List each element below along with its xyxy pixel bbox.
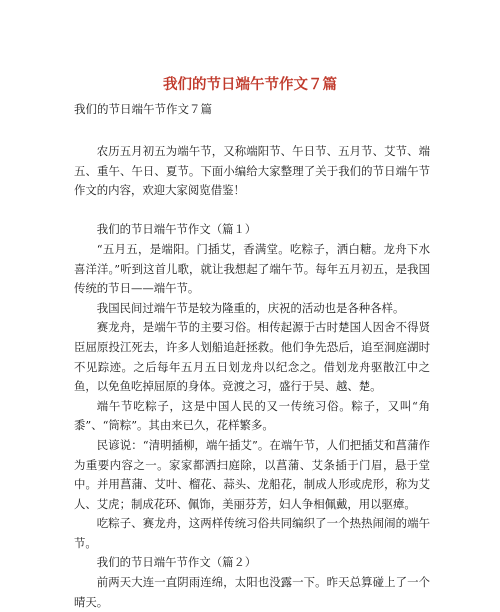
paragraph: 赛龙舟，是端午节的主要习俗。相传起源于古时楚国人因舍不得贤臣屈原投江死去，许多人划船追赶拯救。他们争先恐后，追至洞庭湖时不见踪迹。之后每年五月五日划龙舟以纪念之。借划龙舟驱散江中之鱼，以免鱼吃掉屈原的身体。竞渡之习，盛行于吴、越、楚。 xyxy=(74,320,430,394)
document-subtitle: 我们的节日端午节作文７篇 xyxy=(74,102,212,116)
paragraph: 前两天大连一直阴雨连绵，太阳也没露一下。昨天总算碰上了一个晴天。 xyxy=(74,575,430,609)
document-title: 我们的节日端午节作文７篇 xyxy=(163,77,337,93)
section-heading-2: 我们的节日端午节作文（篇２） xyxy=(96,555,257,570)
intro-paragraph: 农历五月初五为端午节，又称端阳节、午日节、五月节、艾节、端五、重午、午日、夏节。下面小编给大家整理了关于我们的节日端午节作文的内容，欢迎大家阅览借鉴！ xyxy=(74,144,430,198)
document-body xyxy=(74,142,430,612)
paragraph-gap xyxy=(74,201,430,221)
paragraph: 端午节吃粽子，这是中国人民的又一传统习俗。粽子，又叫“角黍”、“筒粽”。其由来已久，花样繁多。 xyxy=(74,398,430,433)
paragraph: 民谚说：“清明插柳，端午插艾”。在端午节，人们把插艾和菖蒲作为重要内容之一。家家都洒扫庭除，以菖蒲、艾条插于门眉，悬于堂中。并用菖蒲、艾叶、榴花、蒜头、龙船花，制成人形或虎形，称为艾人、艾虎；制成花环、佩饰，美丽芬芳，妇人争相佩戴，用以驱瘴。 xyxy=(74,437,430,511)
paragraph: “五月五，是端阳。门插艾，香满堂。吃粽子，洒白糖。龙舟下水喜洋洋。”听到这首儿歌，就让我想起了端午节。每年五月初五，是我国传统的节日——端午节。 xyxy=(74,241,430,296)
section-heading-1: 我们的节日端午节作文（篇１） xyxy=(96,222,257,237)
paragraph: 我国民间过端午节是较为隆重的，庆祝的活动也是各种各样。 xyxy=(96,300,405,315)
paragraph: 吃粽子、赛龙舟，这两样传统习俗共同编织了一个热热闹闹的端午节。 xyxy=(74,516,430,550)
